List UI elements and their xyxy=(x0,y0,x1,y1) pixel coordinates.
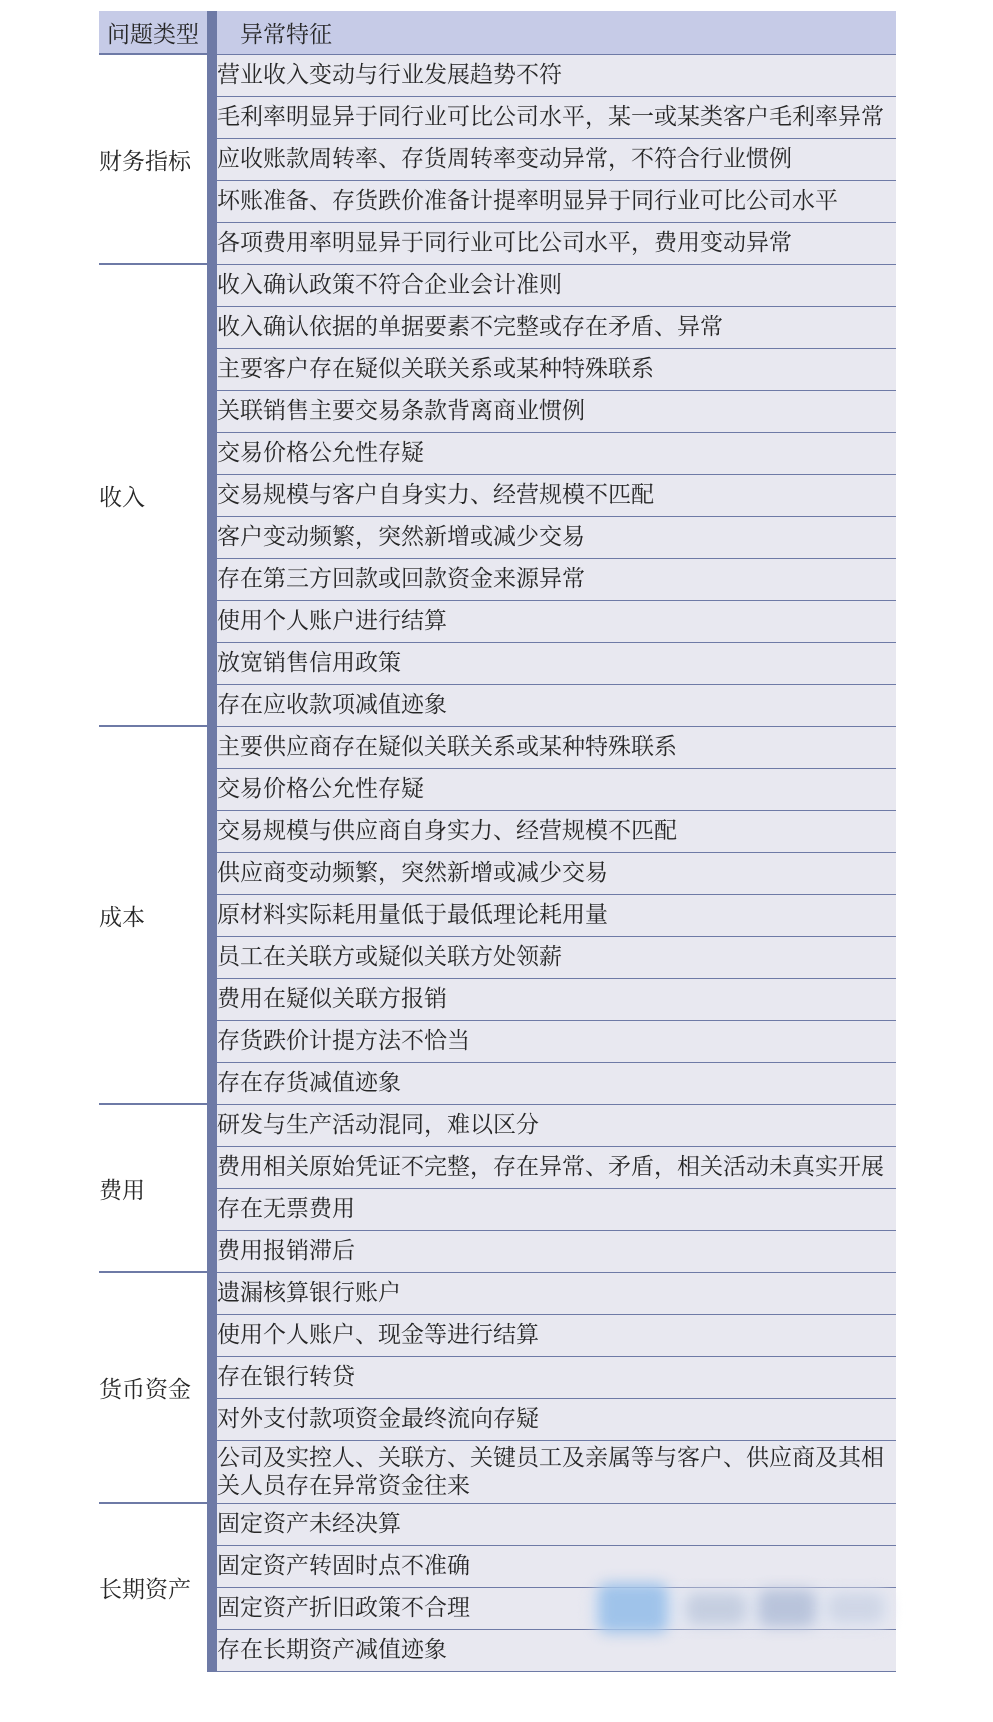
table-row xyxy=(99,222,896,264)
feature-cell: 交易价格公允性存疑 xyxy=(212,768,896,810)
feature-cell: 各项费用率明显异于同行业可比公司水平，费用变动异常 xyxy=(212,222,896,264)
table-row xyxy=(99,978,896,1020)
table-row xyxy=(99,306,896,348)
feature-cell: 固定资产折旧政策不合理 xyxy=(212,1587,896,1629)
table-row xyxy=(99,474,896,516)
category-cell: 费用 xyxy=(99,1104,212,1272)
feature-cell: 原材料实际耗用量低于最低理论耗用量 xyxy=(212,894,896,936)
table-row xyxy=(99,1104,896,1146)
feature-cell: 存在银行转贷 xyxy=(212,1356,896,1398)
category-cell: 长期资产 xyxy=(99,1503,212,1671)
feature-cell: 坏账准备、存货跌价准备计提率明显异于同行业可比公司水平 xyxy=(212,180,896,222)
feature-cell: 毛利率明显异于同行业可比公司水平，某一或某类客户毛利率异常 xyxy=(212,96,896,138)
table-row xyxy=(99,600,896,642)
table-row xyxy=(99,1503,896,1545)
table-row xyxy=(99,936,896,978)
feature-cell: 收入确认政策不符合企业会计准则 xyxy=(212,264,896,306)
header-anomaly-feature: 异常特征 xyxy=(212,11,896,54)
feature-cell: 研发与生产活动混同，难以区分 xyxy=(212,1104,896,1146)
feature-cell: 员工在关联方或疑似关联方处领薪 xyxy=(212,936,896,978)
feature-cell: 公司及实控人、关联方、关键员工及亲属等与客户、供应商及其相关人员存在异常资金往来 xyxy=(212,1440,896,1503)
feature-cell: 主要供应商存在疑似关联关系或某种特殊联系 xyxy=(212,726,896,768)
table-row xyxy=(99,1020,896,1062)
anomaly-table xyxy=(99,11,896,1672)
table-row xyxy=(99,1356,896,1398)
feature-cell: 主要客户存在疑似关联关系或某种特殊联系 xyxy=(212,348,896,390)
table-row xyxy=(99,96,896,138)
table-row xyxy=(99,1629,896,1671)
feature-cell: 费用报销滞后 xyxy=(212,1230,896,1272)
category-cell: 财务指标 xyxy=(99,54,212,264)
table-row xyxy=(99,642,896,684)
table-row xyxy=(99,894,896,936)
table-row xyxy=(99,1272,896,1314)
table-row xyxy=(99,684,896,726)
table-row xyxy=(99,264,896,306)
table-body xyxy=(99,54,896,1671)
feature-cell: 交易规模与客户自身实力、经营规模不匹配 xyxy=(212,474,896,516)
feature-cell: 交易规模与供应商自身实力、经营规模不匹配 xyxy=(212,810,896,852)
feature-cell: 使用个人账户、现金等进行结算 xyxy=(212,1314,896,1356)
table-row xyxy=(99,1314,896,1356)
feature-cell: 存在存货减值迹象 xyxy=(212,1062,896,1104)
table-row xyxy=(99,1398,896,1440)
feature-cell: 存在长期资产减值迹象 xyxy=(212,1629,896,1671)
feature-cell: 存在第三方回款或回款资金来源异常 xyxy=(212,558,896,600)
feature-cell: 关联销售主要交易条款背离商业惯例 xyxy=(212,390,896,432)
table-row xyxy=(99,1146,896,1188)
feature-cell: 交易价格公允性存疑 xyxy=(212,432,896,474)
category-cell: 货币资金 xyxy=(99,1272,212,1503)
table-row xyxy=(99,1230,896,1272)
table-row xyxy=(99,810,896,852)
feature-cell: 遗漏核算银行账户 xyxy=(212,1272,896,1314)
table-row xyxy=(99,1440,896,1503)
table-row xyxy=(99,180,896,222)
table-row xyxy=(99,558,896,600)
table-row xyxy=(99,726,896,768)
table-row xyxy=(99,516,896,558)
table-row xyxy=(99,138,896,180)
category-cell: 成本 xyxy=(99,726,212,1104)
feature-cell: 存在无票费用 xyxy=(212,1188,896,1230)
table-row xyxy=(99,852,896,894)
feature-cell: 客户变动频繁，突然新增或减少交易 xyxy=(212,516,896,558)
table-row xyxy=(99,1062,896,1104)
feature-cell: 放宽销售信用政策 xyxy=(212,642,896,684)
table-row xyxy=(99,390,896,432)
table-header-row xyxy=(99,11,896,54)
feature-cell: 收入确认依据的单据要素不完整或存在矛盾、异常 xyxy=(212,306,896,348)
table-row xyxy=(99,432,896,474)
table-row xyxy=(99,1587,896,1629)
feature-cell: 存货跌价计提方法不恰当 xyxy=(212,1020,896,1062)
header-problem-type: 问题类型 xyxy=(99,11,212,54)
feature-cell: 应收账款周转率、存货周转率变动异常，不符合行业惯例 xyxy=(212,138,896,180)
table-row xyxy=(99,1188,896,1230)
table-row xyxy=(99,768,896,810)
feature-cell: 供应商变动频繁，突然新增或减少交易 xyxy=(212,852,896,894)
feature-cell: 费用在疑似关联方报销 xyxy=(212,978,896,1020)
table-row xyxy=(99,1545,896,1587)
feature-cell: 营业收入变动与行业发展趋势不符 xyxy=(212,54,896,96)
table-row xyxy=(99,348,896,390)
table-row xyxy=(99,54,896,96)
feature-cell: 固定资产未经决算 xyxy=(212,1503,896,1545)
category-cell: 收入 xyxy=(99,264,212,726)
feature-cell: 对外支付款项资金最终流向存疑 xyxy=(212,1398,896,1440)
feature-cell: 使用个人账户进行结算 xyxy=(212,600,896,642)
feature-cell: 固定资产转固时点不准确 xyxy=(212,1545,896,1587)
feature-cell: 费用相关原始凭证不完整，存在异常、矛盾，相关活动未真实开展 xyxy=(212,1146,896,1188)
feature-cell: 存在应收款项减值迹象 xyxy=(212,684,896,726)
